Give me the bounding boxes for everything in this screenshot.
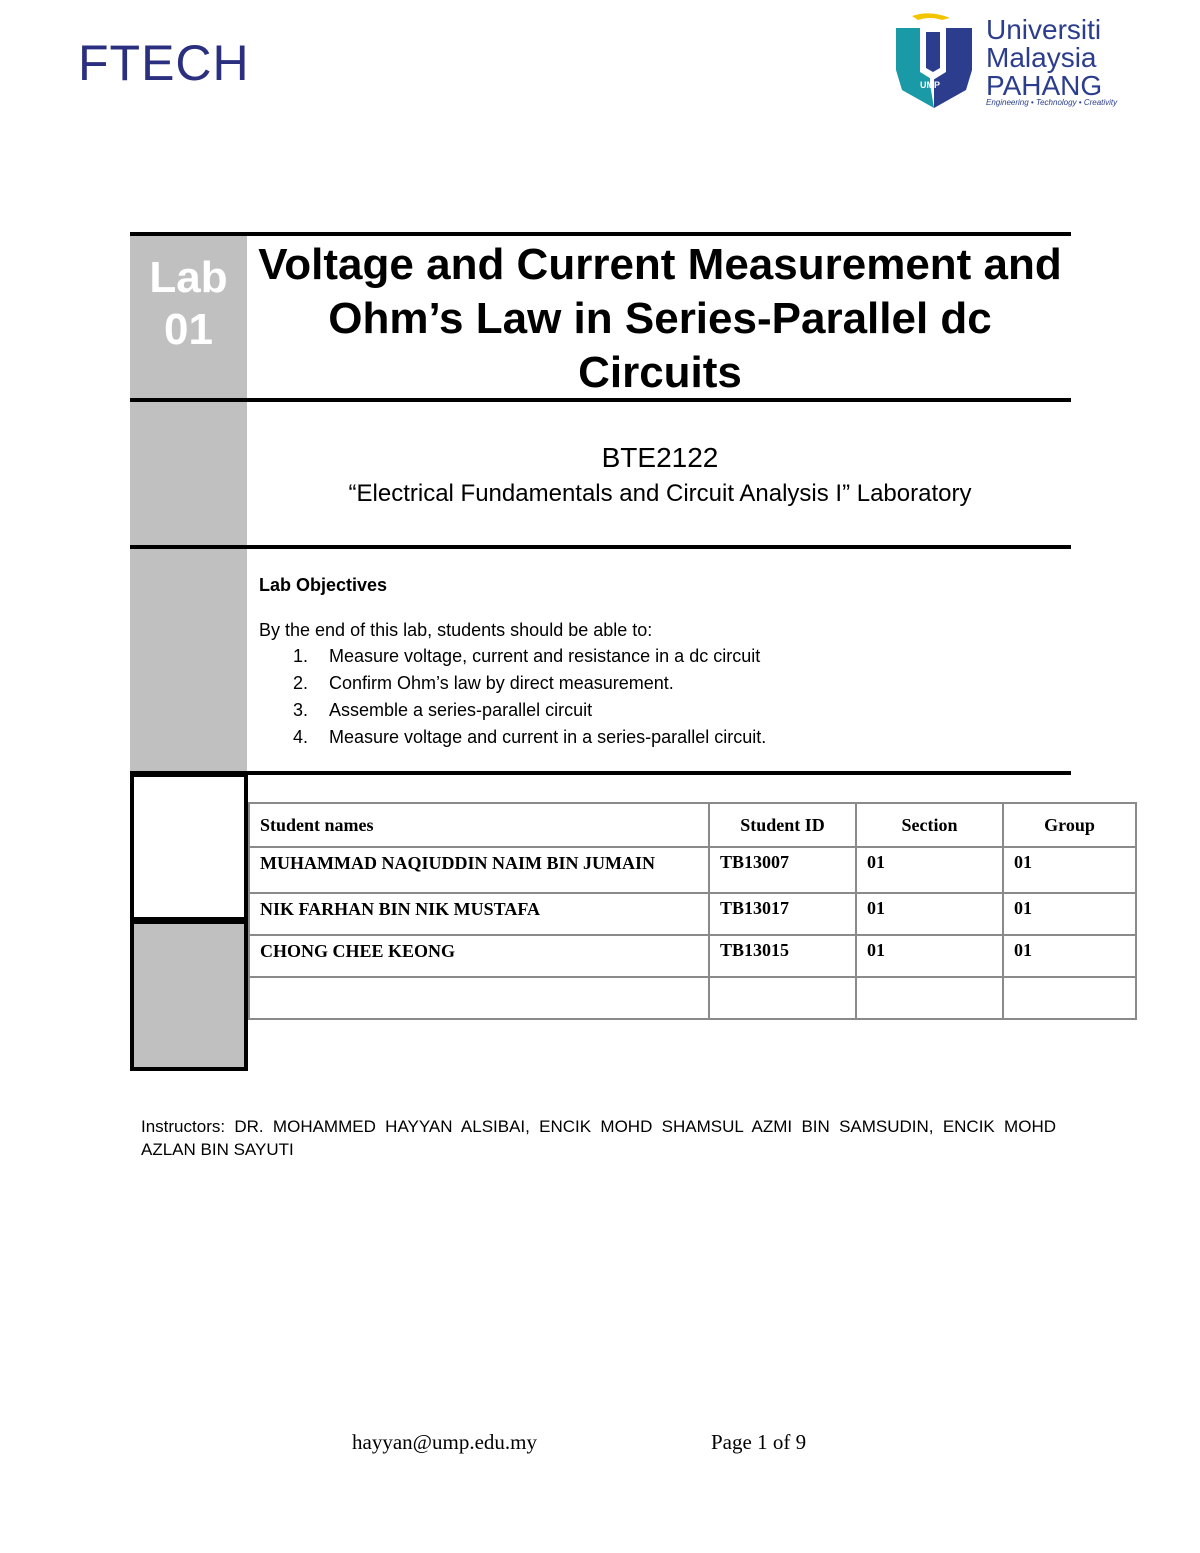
cell-group (1003, 977, 1136, 1019)
lab-number-text: 01 (164, 305, 213, 354)
university-name-line1: Universiti (986, 14, 1102, 45)
objective-text: Confirm Ohm’s law by direct measurement. (329, 673, 674, 693)
cell-student-id: TB13007 (709, 847, 856, 893)
cell-student-id (709, 977, 856, 1019)
cell-student-name: MUHAMMAD NAQIUDDIN NAIM BIN JUMAIN (249, 847, 709, 893)
header-section: Section (856, 803, 1003, 847)
objective-number: 3. (293, 700, 309, 720)
objective-number: 2. (293, 673, 309, 693)
course-name: “Electrical Fundamentals and Circuit Analysis I” Laboratory (348, 480, 972, 507)
header-student-names: Student names (249, 803, 709, 847)
instructors-text: Instructors: DR. MOHAMMED HAYYAN ALSIBAI, ENCIK MOHD SHAMSUL AZMI BIN SAMSUDIN, ENCIK MOHD AZLAN BIN SAYUTI (141, 1117, 1056, 1159)
cell-group: 01 (1003, 935, 1136, 977)
emblem-text: UMP (920, 80, 940, 90)
table-row (249, 977, 1136, 1019)
header-student-id: Student ID (709, 803, 856, 847)
table-row (249, 893, 1136, 935)
cell-section (856, 977, 1003, 1019)
table-row (249, 847, 1136, 893)
cell-student-id: TB13017 (709, 893, 856, 935)
header-group: Group (1003, 803, 1136, 847)
ump-shield-icon (890, 10, 980, 110)
table-header-row (249, 803, 1136, 847)
table-row (249, 935, 1136, 977)
cell-group: 01 (1003, 847, 1136, 893)
university-name-line3: PAHANG (986, 70, 1103, 101)
objectives-intro: By the end of this lab, students should be able to: (259, 620, 653, 640)
cell-section: 01 (856, 893, 1003, 935)
cell-group: 01 (1003, 893, 1136, 935)
cell-student-name: CHONG CHEE KEONG (249, 935, 709, 977)
objectives-heading: Lab Objectives (259, 575, 388, 595)
divider-course (130, 545, 1071, 549)
objective-text: Assemble a series-parallel circuit (329, 700, 593, 720)
divider-objectives (130, 771, 1071, 775)
university-logo (890, 10, 1140, 110)
university-name-line2: Malaysia (986, 42, 1097, 73)
footer-page-number: Page 1 of 9 (711, 1430, 807, 1454)
footer-email: hayyan@ump.edu.my (352, 1430, 537, 1454)
lab-number-label (130, 252, 247, 356)
cell-student-id: TB13015 (709, 935, 856, 977)
lab-title: Voltage and Current Measurement and Ohm’s Law in Series-Parallel dc Circuits (258, 240, 1062, 397)
cell-section: 01 (856, 935, 1003, 977)
left-box-grey (130, 920, 248, 1071)
cell-student-name: NIK FARHAN BIN NIK MUSTAFA (249, 893, 709, 935)
faculty-wordmark: FTECH (78, 35, 250, 91)
course-code: BTE2122 (601, 442, 719, 473)
university-tagline: Engineering • Technology • Creativity (986, 98, 1118, 107)
cell-student-name (249, 977, 709, 1019)
objective-number: 4. (293, 727, 309, 747)
cell-section: 01 (856, 847, 1003, 893)
left-box-white (130, 773, 248, 921)
objective-number: 1. (293, 646, 309, 666)
objective-text: Measure voltage, current and resistance in a dc circuit (329, 646, 761, 666)
objective-text: Measure voltage and current in a series-parallel circuit. (329, 727, 767, 747)
divider-top (130, 232, 1071, 236)
lab-label-text: Lab (149, 253, 228, 302)
students-table (248, 802, 1137, 1020)
